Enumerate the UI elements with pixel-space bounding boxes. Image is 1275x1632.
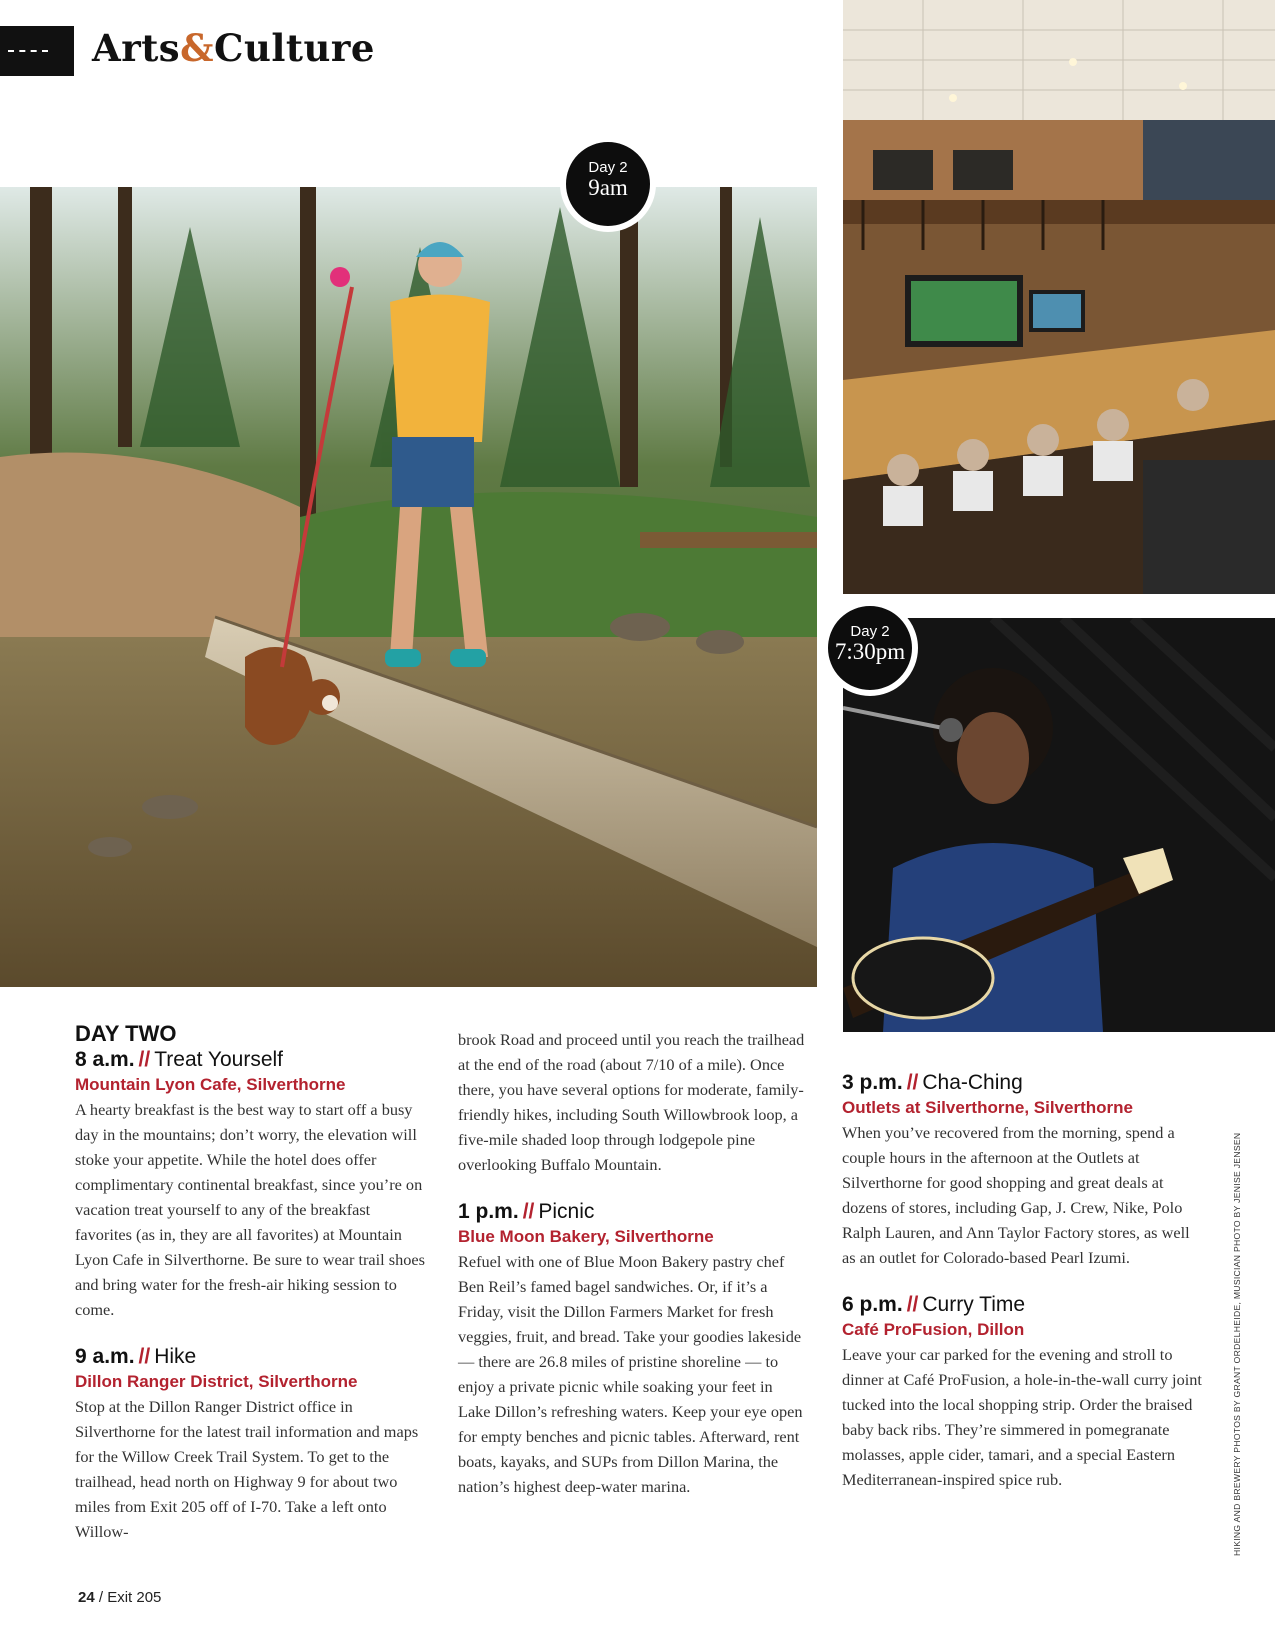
entry-venue: Outlets at Silverthorne, Silverthorne <box>842 1098 1133 1117</box>
page-folio <box>78 1589 161 1606</box>
heading-divider: // <box>522 1200 535 1223</box>
heading-divider: // <box>138 1345 151 1368</box>
entry-heading <box>75 1344 425 1370</box>
section-title-part1: Arts <box>92 26 181 70</box>
publication-name: / Exit 205 <box>98 1589 162 1606</box>
entry-body: When you’ve recovered from the morning, spend a couple hours in the afternoon at the Outlets at Silverthorne for good shopping and great deals at dozens of stores, including Gap, J. Crew, Nike, Polo Ralph Lauren, and Ann Taylor Factory stores, as well as an outlet for Colorado-based Pearl Izumi. <box>842 1123 1190 1267</box>
section-title <box>92 26 375 70</box>
entry-body: Refuel with one of Blue Moon Bakery pastry chef Ben Reil’s famed bagel sandwiches. Or, if it’s a Friday, visit the Dillon Farmers Market for fresh veggies, fruit, and bread. Take your goodies lakeside — there are 26.8 miles of pristine shoreline — to enjoy a private picnic while soaking your feet in Lake Dillon’s refreshing waters. Keep your eye open for empty benches and picnic tables. Afterward, rent boats, kayaks, and SUPs from Dillon Marina, the nation’s highest deep-water marina. <box>458 1252 803 1496</box>
page-number: 24 <box>78 1589 95 1606</box>
entry-venue: Mountain Lyon Cafe, Silverthorne <box>75 1075 346 1094</box>
entry-picnic <box>458 1199 808 1499</box>
day-badge-9am <box>560 136 656 232</box>
entry-treat-yourself <box>75 1047 425 1322</box>
entry-time: 6 p.m. <box>842 1293 903 1316</box>
day-badge-730pm <box>822 600 918 696</box>
tab-dashes <box>8 50 48 52</box>
entry-heading <box>842 1292 1202 1318</box>
section-title-part2: Culture <box>214 26 375 70</box>
badge-time-label: 9am <box>588 175 628 200</box>
brewery-photo <box>843 0 1275 594</box>
heading-divider: // <box>906 1293 919 1316</box>
photo-credit: HIKING AND BREWERY PHOTOS BY GRANT ORDELHEIDE, MUSICIAN PHOTO BY JENISE JENSEN <box>1232 1132 1242 1556</box>
day-heading: DAY TWO <box>75 1021 177 1046</box>
entry-body: Stop at the Dillon Ranger District office in Silverthorne for the latest trail information and maps for the Willow Creek Trail System. To get to the trailhead, head north on Highway 9 for about two miles from Exit 205 off of I-70. Take a left onto Willow- <box>75 1397 419 1541</box>
entry-cha-ching <box>842 1070 1202 1270</box>
musician-photo <box>843 618 1275 1032</box>
entry-hike <box>75 1344 425 1544</box>
article-column-2 <box>458 1027 808 1521</box>
entry-heading <box>458 1199 808 1225</box>
entry-heading <box>842 1070 1202 1096</box>
heading-divider: // <box>138 1048 151 1071</box>
section-title-ampersand: & <box>180 26 215 70</box>
badge-day-label: Day 2 <box>588 159 628 176</box>
entry-title: Cha-Ching <box>922 1071 1023 1094</box>
entry-title: Curry Time <box>922 1293 1026 1316</box>
entry-venue: Dillon Ranger District, Silverthorne <box>75 1372 358 1391</box>
entry-title: Picnic <box>538 1200 595 1223</box>
entry-body: Leave your car parked for the evening and stroll to dinner at Café ProFusion, a hole-in-the-wall curry joint tucked into the local shopping strip. Order the braised baby back ribs. They’re simmered in pomegranate molasses, apple cider, tamari, and a special Eastern Mediterranean-inspired spice rub. <box>842 1345 1202 1489</box>
entry-time: 9 a.m. <box>75 1345 135 1368</box>
badge-day-label: Day 2 <box>850 623 890 640</box>
entry-heading <box>75 1047 425 1073</box>
entry-venue: Blue Moon Bakery, Silverthorne <box>458 1227 714 1246</box>
entry-body-continued: brook Road and proceed until you reach the trailhead at the end of the road (about 7/10 of a mile). Once there, you have several options for moderate, family-friendly hikes, including South Willowbrook loop, a five-mile shaded loop through lodgepole pine overlooking Buffalo Mountain. <box>458 1030 805 1174</box>
entry-time: 1 p.m. <box>458 1200 519 1223</box>
entry-title: Hike <box>154 1345 197 1368</box>
entry-time: 3 p.m. <box>842 1071 903 1094</box>
entry-hike-continued <box>458 1027 808 1177</box>
entry-title: Treat Yourself <box>154 1048 284 1071</box>
hiking-photo <box>0 187 817 987</box>
entry-body: A hearty breakfast is the best way to start off a busy day in the mountains; don’t worry, the elevation will stoke your appetite. While the hotel does offer complimentary continental breakfast, since you’re on vacation treat yourself to any of the breakfast favorites (as in, they are all favorites) at Mountain Lyon Cafe in Silverthorne. Be sure to wear trail shoes and bring water for the fresh-air hiking session to come. <box>75 1100 425 1319</box>
section-tab <box>0 26 74 76</box>
heading-divider: // <box>906 1071 919 1094</box>
entry-venue: Café ProFusion, Dillon <box>842 1320 1025 1339</box>
entry-time: 8 a.m. <box>75 1048 135 1071</box>
badge-time-label: 7:30pm <box>834 639 906 664</box>
article-column-1 <box>75 1021 425 1566</box>
article-column-3 <box>842 1070 1202 1514</box>
entry-curry-time <box>842 1292 1202 1492</box>
